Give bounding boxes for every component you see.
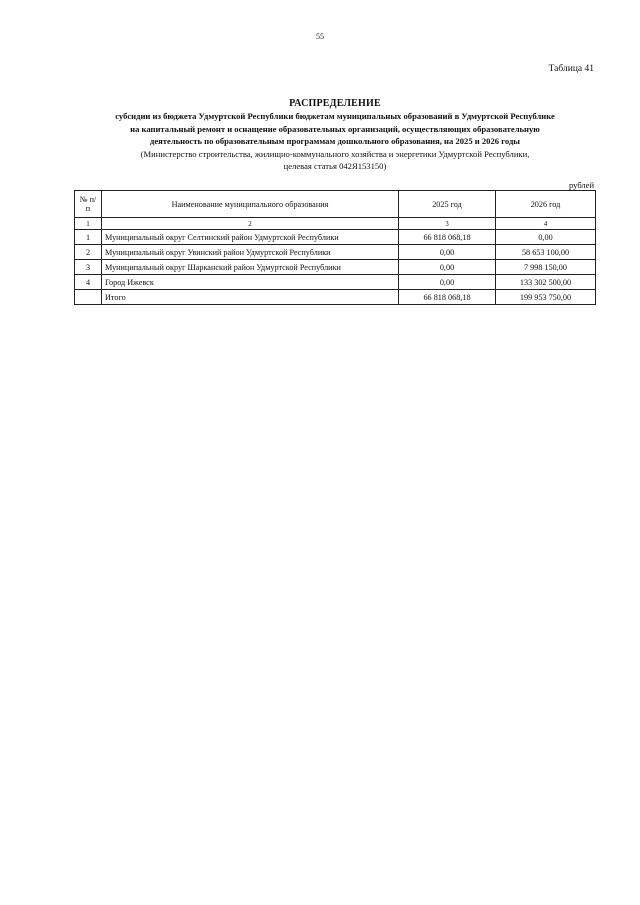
column-number: 4 [496,218,596,230]
column-numbers-row [75,218,596,230]
column-number: 2 [102,218,399,230]
row-2026: 58 653 100,00 [496,245,596,260]
row-2025: 0,00 [399,245,496,260]
row-2025: 0,00 [399,260,496,275]
table-label: Таблица 41 [548,64,594,74]
row-2026: 133 302 500,00 [496,275,596,290]
table-row [75,260,596,275]
row-name: Город Ижевск [102,275,399,290]
table-total-row [75,290,596,305]
row-name: Муниципальный округ Шарканский район Удмуртской Республики [102,260,399,275]
total-2026: 199 953 750,00 [496,290,596,305]
row-2026: 7 998 150,00 [496,260,596,275]
heading-target-article: целевая статья 042Я153150) [283,161,387,172]
page-number: 55 [316,32,324,41]
heading-line: на капитальный ремонт и оснащение образовательных организаций, осуществляющих образовательную [130,123,540,134]
total-label: Итого [102,290,399,305]
total-num-empty [75,290,102,305]
heading-ministry: (Министерство строительства, жилищно-коммунального хозяйства и энергетики Удмуртской Республики, [140,148,530,159]
document-heading [70,98,600,172]
table-header-row [75,191,596,218]
row-num: 2 [75,245,102,260]
row-2025: 0,00 [399,275,496,290]
header-2026: 2026 год [496,191,596,218]
heading-line: субсидии из бюджета Удмуртской Республики бюджетам муниципальных образований в Удмуртской Республике [115,111,555,122]
row-2026: 0,00 [496,230,596,245]
row-2025: 66 818 068,18 [399,230,496,245]
row-name: Муниципальный округ Увинский район Удмуртской Республики [102,245,399,260]
table-row [75,230,596,245]
column-number: 3 [399,218,496,230]
row-num: 1 [75,230,102,245]
header-num: № п/п [75,191,102,218]
heading-line: деятельность по образовательным программам дошкольного образования, на 2025 и 2026 годы [149,136,521,147]
table-row [75,275,596,290]
table-row [75,245,596,260]
total-2025: 66 818 068,18 [399,290,496,305]
row-num: 3 [75,260,102,275]
row-num: 4 [75,275,102,290]
distribution-table [74,190,596,305]
row-name: Муниципальный округ Селтинский район Удмуртской Республики [102,230,399,245]
column-number: 1 [75,218,102,230]
header-2025: 2025 год [399,191,496,218]
heading-title: РАСПРЕДЕЛЕНИЕ [289,98,381,109]
units-label: рублей [569,180,594,190]
header-name: Наименование муниципального образования [102,191,399,218]
